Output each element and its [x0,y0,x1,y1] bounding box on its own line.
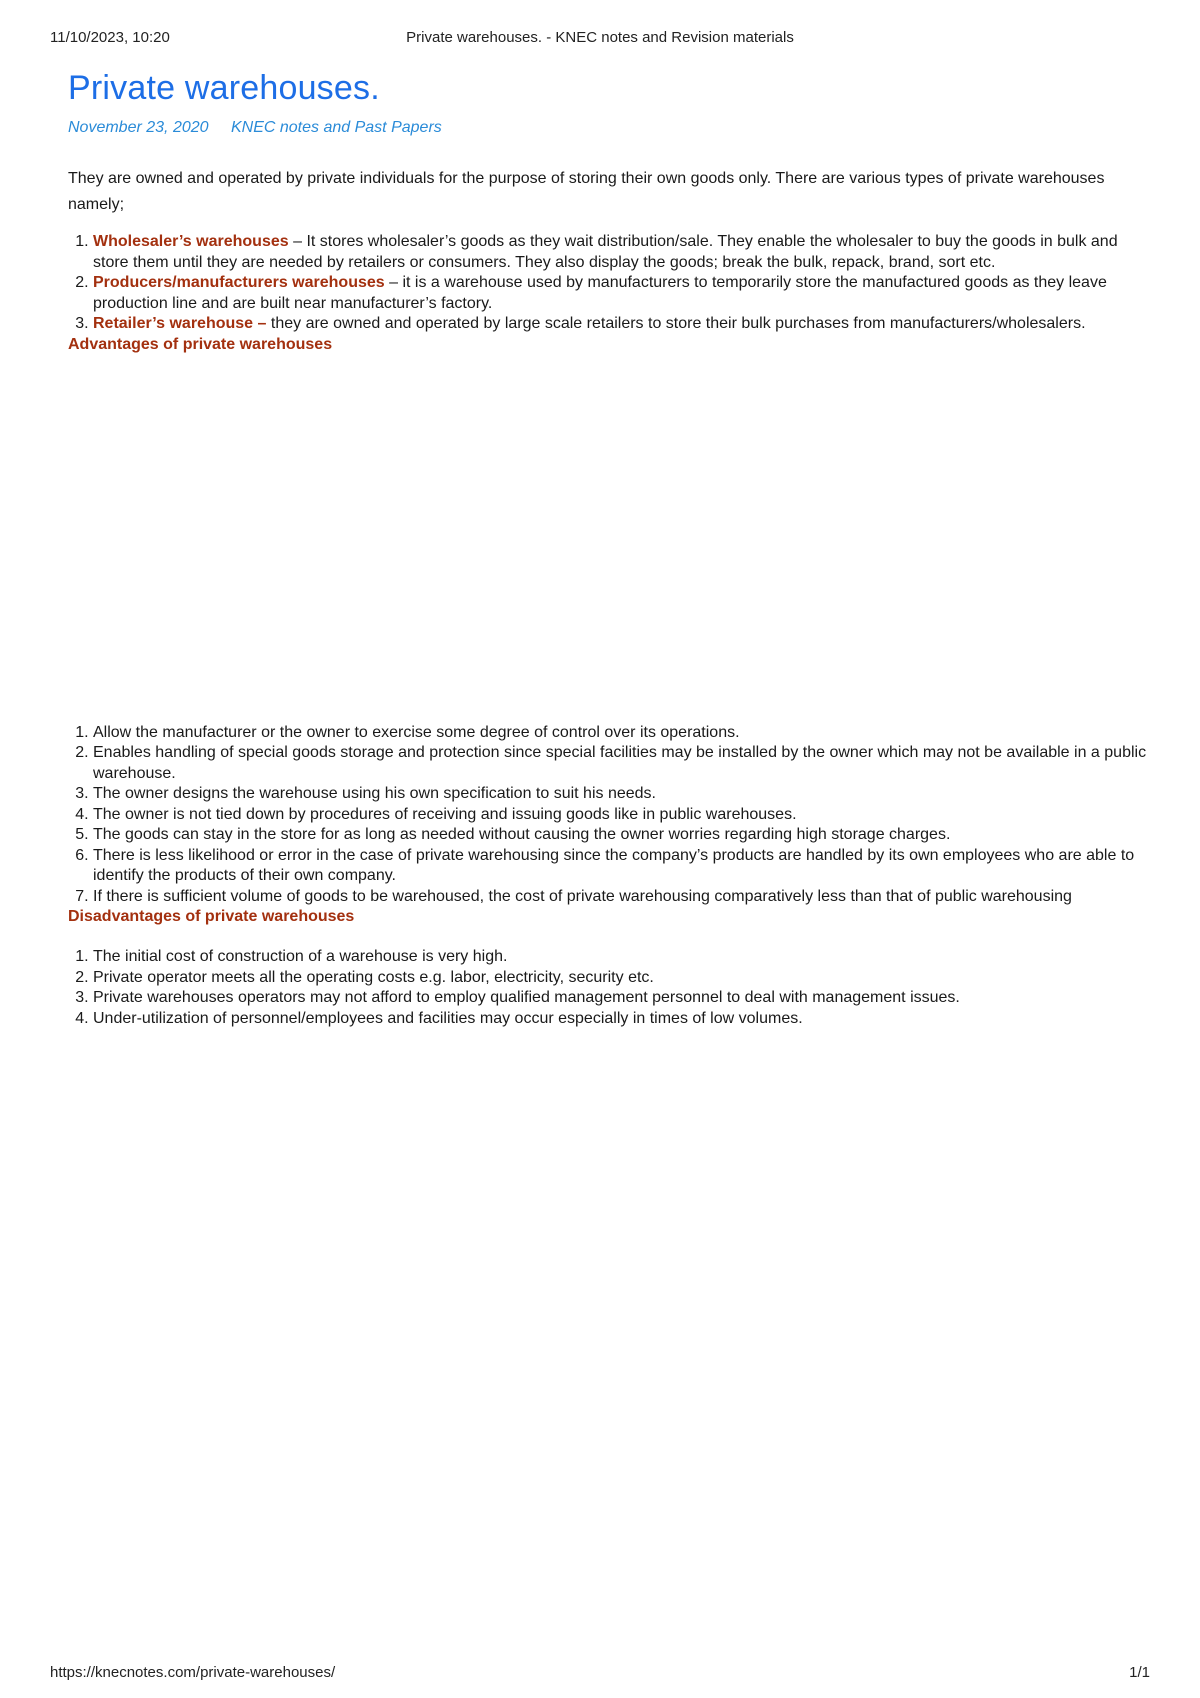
disadvantages-list [68,947,1153,1029]
type-term: Wholesaler’s warehouses [93,233,289,250]
list-item: 3. The owner designs the warehouse using his own specification to suit his needs. [93,784,1153,805]
print-doc-title: Private warehouses. - KNEC notes and Revision materials [406,29,794,46]
warehouse-types-list [68,232,1153,335]
list-item [93,314,1153,335]
list-item: 1. Wholesaler’s warehouses – It stores wholesaler’s goods as they wait distribution/sale. They enable the wholesaler to buy the goods in bulk and store them until they are needed by retailers or consumers. They also display the goods; break the bulk, repack, brand, sort etc. [93,232,1153,273]
post-date[interactable]: November 23, 2020 [68,119,209,136]
list-item: 2. Private operator meets all the operating costs e.g. labor, electricity, security etc. [93,968,1153,989]
type-description: It stores wholesaler’s goods as they wait distribution/sale. They enable the wholesaler to buy the goods in bulk and store them until they are needed by retailers or consumers. They also display the goods; break the bulk, repack, brand, sort etc. [93,233,1118,271]
print-footer [50,1664,1150,1684]
post-meta [68,118,1148,138]
disadvantages-heading: Disadvantages of private warehouses [68,908,355,925]
type-term: Retailer’s warehouse – [93,315,267,332]
blank-image-area [68,355,1148,723]
advantages-list [68,723,1153,908]
page-title: Private warehouses. [68,69,380,107]
print-datetime: 11/10/2023, 10:20 [50,29,170,46]
post-category[interactable]: KNEC notes and Past Papers [230,119,442,136]
advantages-heading: Advantages of private warehouses [68,335,333,353]
intro-paragraph: They are owned and operated by private individuals for the purpose of storing their own goods only. There are various types of private warehouses namely; [68,170,1105,213]
type-description: they are owned and operated by large scale retailers to store their bulk purchases from manufacturers/wholesalers. [270,315,1086,332]
type-description: it is a warehouse used by manufacturers to temporarily store the manufactured goods as they leave production line and are built near manufacturer’s factory. [93,274,1107,312]
list-item: 1. The initial cost of construction of a warehouse is very high. [93,947,1153,968]
list-item: 5. The goods can stay in the store for as long as needed without causing the owner worries regarding high storage charges. [93,825,1153,846]
list-item: 4. Under-utilization of personnel/employees and facilities may occur especially in times of low volumes. [93,1009,1153,1030]
print-header [50,29,1150,49]
page-url[interactable]: https://knecnotes.com/private-warehouses/ [50,1664,336,1681]
article [68,68,1148,1029]
list-item: 2. Producers/manufacturers warehouses – it is a warehouse used by manufacturers to temporarily store the manufactured goods as they leave production line and are built near manufacturer’s factory. [93,273,1153,314]
list-item: 2. Enables handling of special goods storage and protection since special facilities may be installed by the owner which may not be available in a public warehouse. [93,743,1153,784]
page-number: 1/1 [1129,1664,1150,1681]
list-item: 1. Allow the manufacturer or the owner to exercise some degree of control over its operations. [93,723,1153,744]
list-item: 6. There is less likelihood or error in the case of private warehousing since the company’s products are handled by its own employees who are able to identify the products of their own company. [93,846,1153,887]
list-item: 7. If there is sufficient volume of goods to be warehoused, the cost of private warehousing comparatively less than that of public warehousing [93,887,1153,908]
type-term: Producers/manufacturers warehouses [93,274,385,291]
list-item: 4. The owner is not tied down by procedures of receiving and issuing goods like in public warehouses. [93,805,1153,826]
list-item: 3. Private warehouses operators may not afford to employ qualified management personnel to deal with management issues. [93,988,1153,1009]
